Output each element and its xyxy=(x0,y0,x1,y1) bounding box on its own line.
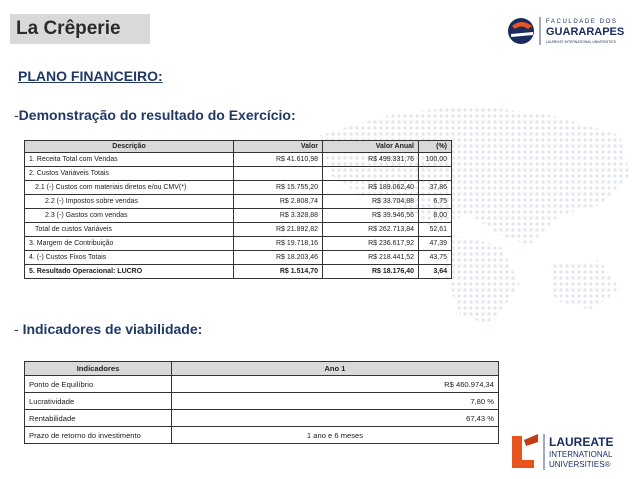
table-row xyxy=(25,427,499,444)
row-description: 4. (-) Custos Fixos Totais xyxy=(25,251,234,265)
indicador-label: Rentabilidade xyxy=(25,410,172,427)
row-pct xyxy=(419,167,452,181)
row-valor: R$ 2.808,74 xyxy=(234,195,323,209)
subheading-indicadores-text: Indicadores de viabilidade: xyxy=(22,321,203,337)
table-row xyxy=(25,153,452,167)
row-description: 2.2 (-) Impostos sobre vendas xyxy=(25,195,234,209)
row-valor-anual: R$ 236.617,92 xyxy=(323,237,419,251)
row-pct: 3,64 xyxy=(419,265,452,279)
page-title: La Crêperie xyxy=(16,18,121,39)
indicadores-table xyxy=(24,361,499,444)
row-description: 5. Resultado Operacional: LUCRO xyxy=(25,265,234,279)
row-pct: 6,75 xyxy=(419,195,452,209)
dre-table xyxy=(24,140,452,279)
row-valor-anual: R$ 18.176,40 xyxy=(323,265,419,279)
row-valor: R$ 19.718,16 xyxy=(234,237,323,251)
row-valor-anual xyxy=(323,167,419,181)
table-row xyxy=(25,376,499,393)
faculdade-main-text: GUARARAPES xyxy=(546,26,625,38)
faculdade-guararapes-logo xyxy=(506,14,634,48)
table-row-result xyxy=(25,265,452,279)
table-row xyxy=(25,195,452,209)
subheading-indicadores xyxy=(14,321,202,337)
indicador-value: R$ 460.974,34 xyxy=(172,376,499,393)
row-valor: R$ 3.328,88 xyxy=(234,209,323,223)
subheading-dre-text: Demonstração do resultado do Exercício: xyxy=(18,107,296,123)
row-description: Total de custos Variáveis xyxy=(25,223,234,237)
indicador-label: Prazo de retorno do investimento xyxy=(25,427,172,444)
faculdade-top-text: FACULDADE DOS xyxy=(546,19,618,25)
row-description: 1. Receita Total com Vendas xyxy=(25,153,234,167)
indicador-value: 7,80 % xyxy=(172,393,499,410)
indicador-label: Lucratividade xyxy=(25,393,172,410)
row-pct: 37,86 xyxy=(419,181,452,195)
row-valor-anual: R$ 189.062,40 xyxy=(323,181,419,195)
dre-header-valor-anual: Valor Anual xyxy=(323,141,419,153)
title-box xyxy=(10,14,150,44)
dre-header-row xyxy=(25,141,452,153)
table-row xyxy=(25,251,452,265)
row-valor-anual: R$ 499.331,76 xyxy=(323,153,419,167)
table-row xyxy=(25,237,452,251)
row-pct: 43,75 xyxy=(419,251,452,265)
dre-header-pct: (%) xyxy=(419,141,452,153)
row-description: 2.3 (-) Gastos com vendas xyxy=(25,209,234,223)
laureate-text-1: LAUREATE xyxy=(549,435,614,449)
row-valor: R$ 1.514,70 xyxy=(234,265,323,279)
row-pct: 52,61 xyxy=(419,223,452,237)
indicadores-header-ano: Ano 1 xyxy=(172,362,499,376)
row-valor: R$ 41.610,98 xyxy=(234,153,323,167)
row-description: 2. Custos Variáveis Totais xyxy=(25,167,234,181)
row-pct: 100,00 xyxy=(419,153,452,167)
subheading-indicadores-dash: - xyxy=(14,321,19,337)
row-valor xyxy=(234,167,323,181)
row-description: 2.1 (-) Custos com materiais diretos e/ou CMV(*) xyxy=(25,181,234,195)
laureate-text-3: UNIVERSITIES® xyxy=(549,460,611,469)
indicador-value: 67,43 % xyxy=(172,410,499,427)
indicadores-header-label: Indicadores xyxy=(25,362,172,376)
indicadores-header-row xyxy=(25,362,499,376)
table-row xyxy=(25,167,452,181)
indicador-label: Ponto de Equilíbrio xyxy=(25,376,172,393)
dre-header-descricao: Descrição xyxy=(25,141,234,153)
row-valor-anual: R$ 39.946,56 xyxy=(323,209,419,223)
row-description: 3. Margem de Contribuição xyxy=(25,237,234,251)
table-row xyxy=(25,223,452,237)
row-pct: 47,39 xyxy=(419,237,452,251)
faculdade-emblem-icon xyxy=(508,18,534,44)
row-valor: R$ 18.203,46 xyxy=(234,251,323,265)
row-valor-anual: R$ 262.713,84 xyxy=(323,223,419,237)
row-valor: R$ 21.892,82 xyxy=(234,223,323,237)
table-row xyxy=(25,209,452,223)
subheading-dre xyxy=(14,107,296,123)
row-valor-anual: R$ 218.441,52 xyxy=(323,251,419,265)
table-row xyxy=(25,393,499,410)
table-row xyxy=(25,181,452,195)
laureate-logo xyxy=(508,430,638,474)
indicador-value: 1 ano e 6 meses xyxy=(172,427,499,444)
laureate-text-2: INTERNATIONAL xyxy=(549,450,613,459)
row-valor: R$ 15.755,20 xyxy=(234,181,323,195)
faculdade-sub-text: LAUREATE INTERNATIONAL UNIVERSITIES xyxy=(546,40,616,44)
row-valor-anual: R$ 33.704,88 xyxy=(323,195,419,209)
table-row xyxy=(25,410,499,427)
section-heading: PLANO FINANCEIRO: xyxy=(18,68,163,84)
dre-header-valor: Valor xyxy=(234,141,323,153)
subheading-dre-dash: - xyxy=(14,107,19,123)
row-pct: 8,00 xyxy=(419,209,452,223)
